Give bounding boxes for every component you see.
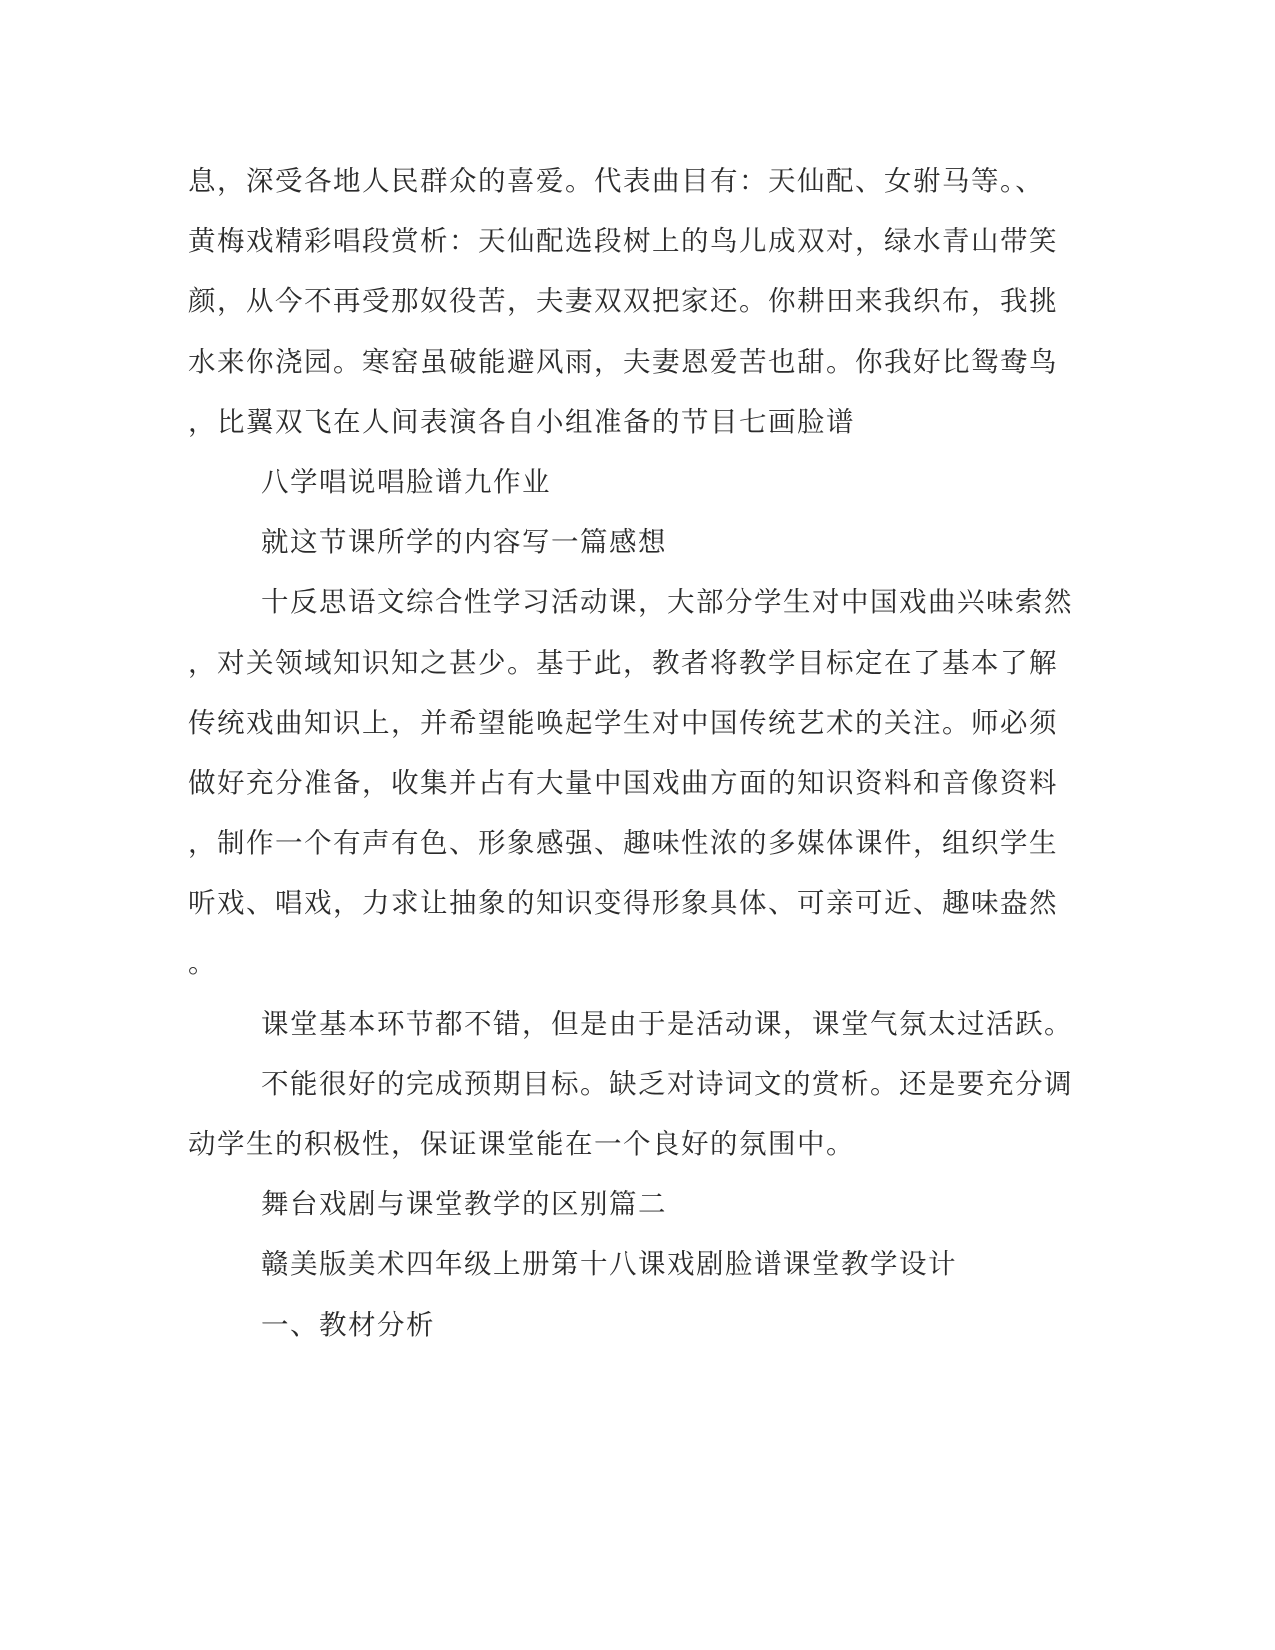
text-line: ，对关领域知识知之甚少。基于此，教者将教学目标定在了基本了解 bbox=[188, 646, 1058, 679]
text-line: 八学唱说唱脸谱九作业 bbox=[261, 465, 551, 498]
text-line: 动学生的积极性，保证课堂能在一个良好的氛围中。 bbox=[188, 1128, 855, 1160]
document-body bbox=[188, 163, 1088, 1367]
text-line: 水来你浇园。寒窑虽破能避风雨，夫妻恩爱苦也甜。你我好比鸳鸯鸟 bbox=[188, 345, 1058, 378]
text-line: ，制作一个有声有色、形象感强、趣味性浓的多媒体课件，组织学生 bbox=[188, 827, 1058, 860]
section-heading: 舞台戏剧与课堂教学的区别篇二 bbox=[261, 1188, 667, 1221]
text-line: 传统戏曲知识上，并希望能唤起学生对中国传统艺术的关注。师必须 bbox=[188, 706, 1058, 739]
text-line: 做好充分准备，收集并占有大量中国戏曲方面的知识资料和音像资料 bbox=[188, 766, 1058, 799]
text-line: 课堂基本环节都不错，但是由于是活动课，课堂气氛太过活跃。 bbox=[261, 1007, 1073, 1040]
section-heading: 一、教材分析 bbox=[261, 1308, 435, 1341]
text-line: 黄梅戏精彩唱段赏析：天仙配选段树上的鸟儿成双对，绿水青山带笑 bbox=[188, 225, 1058, 258]
text-line: 。 bbox=[188, 947, 217, 980]
text-line: 颜，从今不再受那奴役苦，夫妻双双把家还。你耕田来我织布，我挑 bbox=[188, 285, 1058, 318]
text-line: 不能很好的完成预期目标。缺乏对诗词文的赏析。还是要充分调 bbox=[261, 1067, 1073, 1100]
text-line: 听戏、唱戏，力求让抽象的知识变得形象具体、可亲可近、趣味盎然 bbox=[188, 887, 1058, 920]
text-line: 十反思语文综合性学习活动课，大部分学生对中国戏曲兴味索然 bbox=[261, 586, 1073, 619]
text-line: ，比翼双飞在人间表演各自小组准备的节目七画脸谱 bbox=[188, 405, 855, 438]
text-line: 息，深受各地人民群众的喜爱。代表曲目有：天仙配、女驸马等。、 bbox=[188, 165, 1045, 197]
text-line: 就这节课所学的内容写一篇感想 bbox=[261, 526, 667, 559]
section-heading: 赣美版美术四年级上册第十八课戏剧脸谱课堂教学设计 bbox=[261, 1248, 957, 1281]
